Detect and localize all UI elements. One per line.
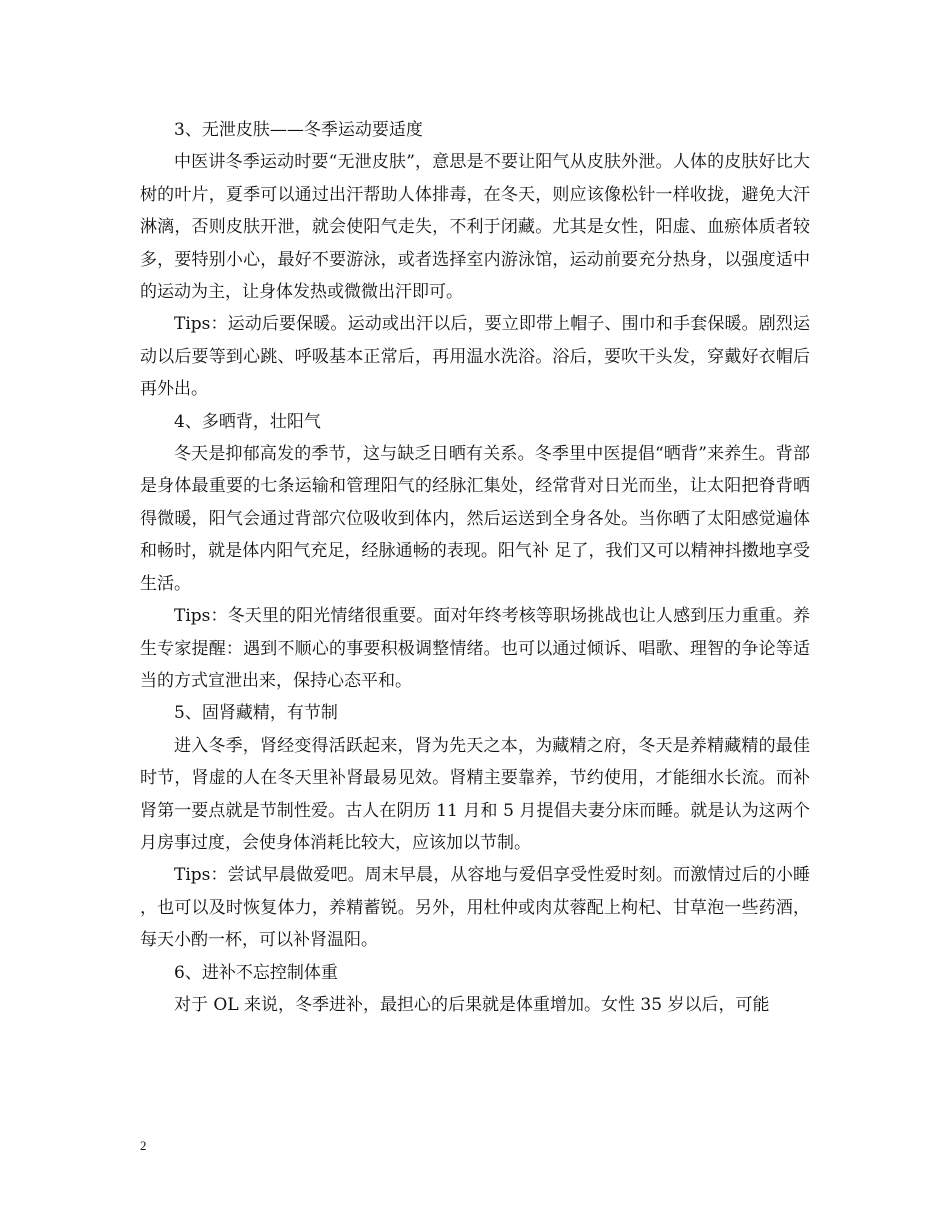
section-4-tips: Tips：冬天里的阳光情绪很重要。面对年终考核等职场挑战也让人感到压力重重。养生专家提醒：遇到不顺心的事要积极调整情绪。也可以通过倾诉、唱歌、理智的争论等适当的方式宣泄出来，保持心态平和。	[140, 606, 810, 691]
section-4-paragraph: 冬天是抑郁高发的季节，这与缺乏日晒有关系。冬季里中医提倡“晒背”来养生。背部是身体最重要的七条运输和管理阳气的经脉汇集处，经常背对日光而坐，让太阳把脊背晒得微暖，阳气会通过背部穴位吸收到体内，然后运送到全身各处。当你晒了太阳感觉遍体和畅时，就是体内阳气充足，经脉通畅的表现。阳气补 足了，我们又可以精神抖擞地享受生活。	[140, 444, 810, 594]
page-number: 2	[140, 1138, 147, 1153]
section-4-heading: 4、多晒背，壮阳气	[174, 411, 321, 432]
section-6-paragraph: 对于 OL 来说，冬季进补，最担心的后果就是体重增加。女性 35 岁以后，可能	[174, 994, 770, 1015]
section-5-heading: 5、固肾藏精，有节制	[174, 703, 338, 724]
section-5-paragraph: 进入冬季，肾经变得活跃起来，肾为先天之本，为藏精之府，冬天是养精藏精的最佳时节，肾虚的人在冬天里补肾最易见效。肾精主要靠养，节约使用，才能细水长流。而补肾第一要点就是节制性爱。古人在阴历 11 月和 5 月提倡夫妻分床而睡。就是认为这两个月房事过度，会使身体消耗比较大，应该加以节制。	[140, 735, 810, 853]
document-body	[140, 114, 810, 1021]
section-3-heading: 3、无泄皮肤——冬季运动要适度	[174, 120, 423, 140]
section-3-tips: Tips：运动后要保暖。运动或出汗以后，要立即带上帽子、围巾和手套保暖。剧烈运动以后要等到心跳、呼吸基本正常后，再用温水洗浴。浴后，要吹干头发，穿戴好衣帽后再外出。	[140, 314, 810, 400]
section-5-tips: Tips：尝试早晨做爱吧。周末早晨，从容地与爱侣享受性爱时刻。而激情过后的小睡，也可以及时恢复体力，养精蓄锐。另外，用杜仲或肉苁蓉配上枸杞、甘草泡一些药酒，每天小酌一杯，可以补肾温阳。	[140, 865, 810, 951]
section-6-heading: 6、进补不忘控制体重	[174, 962, 338, 983]
section-3-paragraph: 中医讲冬季运动时要“无泄皮肤”，意思是不要让阳气从皮肤外泄。人体的皮肤好比大树的叶片，夏季可以通过出汗帮助人体排毒，在冬天，则应该像松针一样收拢，避免大汗淋漓，否则皮肤开泄，就会使阳气走失，不利于闭藏。尤其是女性，阳虚、血瘀体质者较多，要特别小心，最好不要游泳，或者选择室内游泳馆，运动前要充分热身，以强度适中的运动为主，让身体发热或微微出汗即可。	[140, 152, 810, 303]
